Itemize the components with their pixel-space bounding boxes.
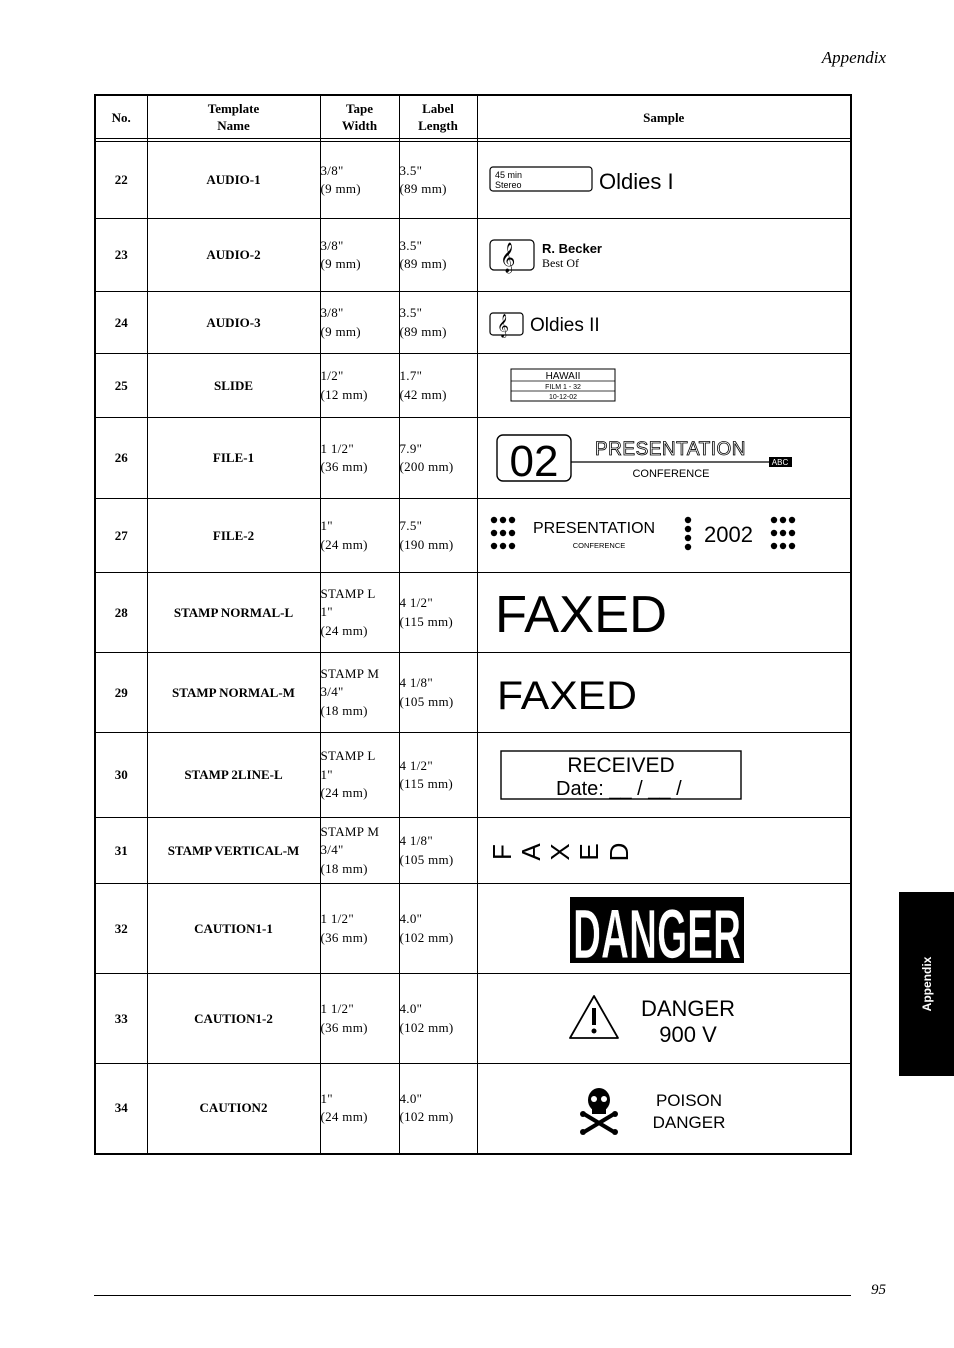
- row-number: 26: [95, 418, 147, 499]
- template-name: CAUTION2: [147, 1064, 320, 1154]
- tape-width: STAMP M 3/4" (18 mm): [320, 653, 399, 733]
- sample-file-2: [477, 499, 851, 573]
- header-tape-width: Tape Width: [320, 95, 399, 139]
- sample-caution2: [477, 1064, 851, 1154]
- header-row: [95, 95, 851, 139]
- table-row: [95, 974, 851, 1064]
- row-number: 23: [95, 219, 147, 292]
- template-name: AUDIO-2: [147, 219, 320, 292]
- row-number: 22: [95, 142, 147, 219]
- row-number: 28: [95, 573, 147, 653]
- header-no: No.: [95, 95, 147, 139]
- label-length: 3.5" (89 mm): [399, 219, 477, 292]
- label-length: 4.0" (102 mm): [399, 974, 477, 1064]
- table-row: [95, 573, 851, 653]
- label-length: 3.5" (89 mm): [399, 142, 477, 219]
- table-row: [95, 884, 851, 974]
- running-head: Appendix: [821, 48, 886, 67]
- svg-text:PRESENTATION: PRESENTATION: [532, 519, 655, 537]
- template-name: SLIDE: [147, 354, 320, 418]
- tape-width: 3/8" (9 mm): [320, 292, 399, 354]
- svg-text:900 V: 900 V: [658, 1021, 717, 1047]
- table-row: [95, 142, 851, 219]
- tape-width: 1" (24 mm): [320, 1064, 399, 1154]
- label-length: 3.5" (89 mm): [399, 292, 477, 354]
- svg-text:ABC: ABC: [771, 458, 788, 467]
- row-number: 30: [95, 733, 147, 818]
- sample-audio-2: [477, 219, 851, 292]
- skull-crossbones-icon: [580, 1088, 618, 1135]
- label-length: 4.0" (102 mm): [399, 1064, 477, 1154]
- dot-column: [684, 516, 690, 549]
- svg-text:A: A: [515, 842, 546, 861]
- sample-file-1: [477, 418, 851, 499]
- svg-text:R. Becker: R. Becker: [541, 241, 602, 256]
- dot-grid-left: [490, 516, 514, 548]
- svg-text:02: 02: [509, 437, 558, 486]
- sample-caution1-2: [477, 974, 851, 1064]
- svg-text:10-12-02: 10-12-02: [548, 393, 577, 401]
- svg-text:FAXED: FAXED: [496, 673, 637, 718]
- label-length: 4 1/8" (105 mm): [399, 818, 477, 884]
- template-name: STAMP 2LINE-L: [147, 733, 320, 818]
- sample-stamp-vertical-m: [477, 818, 851, 884]
- template-name: FILE-2: [147, 499, 320, 573]
- svg-text:CONFERENCE: CONFERENCE: [631, 468, 710, 480]
- sample-audio-3: [477, 292, 851, 354]
- sample-caution1-1: [477, 884, 851, 974]
- table-row: [95, 653, 851, 733]
- svg-text:2002: 2002: [703, 521, 753, 547]
- row-number: 34: [95, 1064, 147, 1154]
- tape-width: STAMP L 1" (24 mm): [320, 573, 399, 653]
- sample-stamp-normal-l: [477, 573, 851, 653]
- table-row: [95, 219, 851, 292]
- tape-width: 3/8" (9 mm): [320, 219, 399, 292]
- table-row: [95, 818, 851, 884]
- page-number: 95: [871, 1282, 886, 1298]
- svg-text:DANGER: DANGER: [640, 995, 735, 1021]
- tape-width: STAMP M 3/4" (18 mm): [320, 818, 399, 884]
- table-row: [95, 733, 851, 818]
- label-length: 7.9" (200 mm): [399, 418, 477, 499]
- sample-stamp-normal-m: [477, 653, 851, 733]
- svg-text:Oldies I: Oldies I: [598, 169, 674, 194]
- tape-width: 1 1/2" (36 mm): [320, 418, 399, 499]
- svg-text:CONFERENCE: CONFERENCE: [572, 540, 625, 550]
- tape-width: 3/8" (9 mm): [320, 142, 399, 219]
- template-name: STAMP NORMAL-M: [147, 653, 320, 733]
- section-thumb-tab: [899, 892, 954, 1076]
- row-number: 32: [95, 884, 147, 974]
- row-number: 24: [95, 292, 147, 354]
- header-sample: Sample: [477, 95, 851, 139]
- label-length: 4 1/2" (115 mm): [399, 733, 477, 818]
- table-row: [95, 499, 851, 573]
- svg-text:D: D: [603, 842, 634, 861]
- svg-text:𝄞: 𝄞: [499, 243, 515, 273]
- footer-rule: [94, 1295, 851, 1296]
- label-length: 1.7" (42 mm): [399, 354, 477, 418]
- template-name: STAMP VERTICAL-M: [147, 818, 320, 884]
- template-name: AUDIO-1: [147, 142, 320, 219]
- template-name: CAUTION1-1: [147, 884, 320, 974]
- template-name: STAMP NORMAL-L: [147, 573, 320, 653]
- sample-slide: [477, 354, 851, 418]
- sample-stamp-2line-l: [477, 733, 851, 818]
- row-number: 33: [95, 974, 147, 1064]
- row-number: 31: [95, 818, 147, 884]
- table-row: [95, 354, 851, 418]
- label-length: 7.5" (190 mm): [399, 499, 477, 573]
- warning-triangle-icon: [570, 996, 618, 1038]
- template-name: FILE-1: [147, 418, 320, 499]
- svg-text:POISON: POISON: [655, 1091, 722, 1111]
- table-row: [95, 418, 851, 499]
- row-number: 27: [95, 499, 147, 573]
- table-row: [95, 1064, 851, 1154]
- svg-text:E: E: [573, 842, 604, 861]
- treble-clef-icon: [490, 240, 534, 274]
- svg-text:Stereo: Stereo: [494, 180, 522, 190]
- thumb-tab-label: Appendix: [919, 956, 934, 1012]
- tape-width: 1" (24 mm): [320, 499, 399, 573]
- row-number: 29: [95, 653, 147, 733]
- dot-grid-right: [770, 516, 794, 548]
- svg-text:PRESENTATION: PRESENTATION: [594, 439, 746, 460]
- header-template-name: Template Name: [147, 95, 320, 139]
- tape-width: 1/2" (12 mm): [320, 354, 399, 418]
- label-length: 4 1/8" (105 mm): [399, 653, 477, 733]
- svg-text:𝄞: 𝄞: [496, 312, 509, 337]
- template-name: AUDIO-3: [147, 292, 320, 354]
- template-name: CAUTION1-2: [147, 974, 320, 1064]
- tape-width: 1 1/2" (36 mm): [320, 884, 399, 974]
- svg-text:HAWAII: HAWAII: [545, 370, 580, 382]
- svg-text:Best Of: Best Of: [541, 256, 579, 270]
- tape-width: 1 1/2" (36 mm): [320, 974, 399, 1064]
- tape-width: STAMP L 1" (24 mm): [320, 733, 399, 818]
- treble-clef-icon: [490, 313, 523, 338]
- template-table: [94, 94, 852, 1155]
- svg-text:Oldies II: Oldies II: [529, 314, 600, 336]
- row-number: 25: [95, 354, 147, 418]
- table-row: [95, 292, 851, 354]
- label-length: 4 1/2" (115 mm): [399, 573, 477, 653]
- label-length: 4.0" (102 mm): [399, 884, 477, 974]
- svg-text:45 min: 45 min: [494, 170, 522, 180]
- svg-text:X: X: [544, 842, 575, 861]
- svg-text:DANGER: DANGER: [572, 894, 741, 973]
- svg-text:DANGER: DANGER: [652, 1113, 725, 1133]
- svg-text:FAXED: FAXED: [494, 585, 667, 644]
- sample-audio-1: [477, 142, 851, 219]
- svg-text:FILM 1 - 32: FILM 1 - 32: [544, 383, 581, 391]
- header-label-length: Label Length: [399, 95, 477, 139]
- svg-text:F: F: [486, 843, 517, 860]
- svg-text:RECEIVED: RECEIVED: [566, 753, 675, 777]
- svg-text:Date: __ / __ /: Date: __ / __ /: [555, 777, 682, 800]
